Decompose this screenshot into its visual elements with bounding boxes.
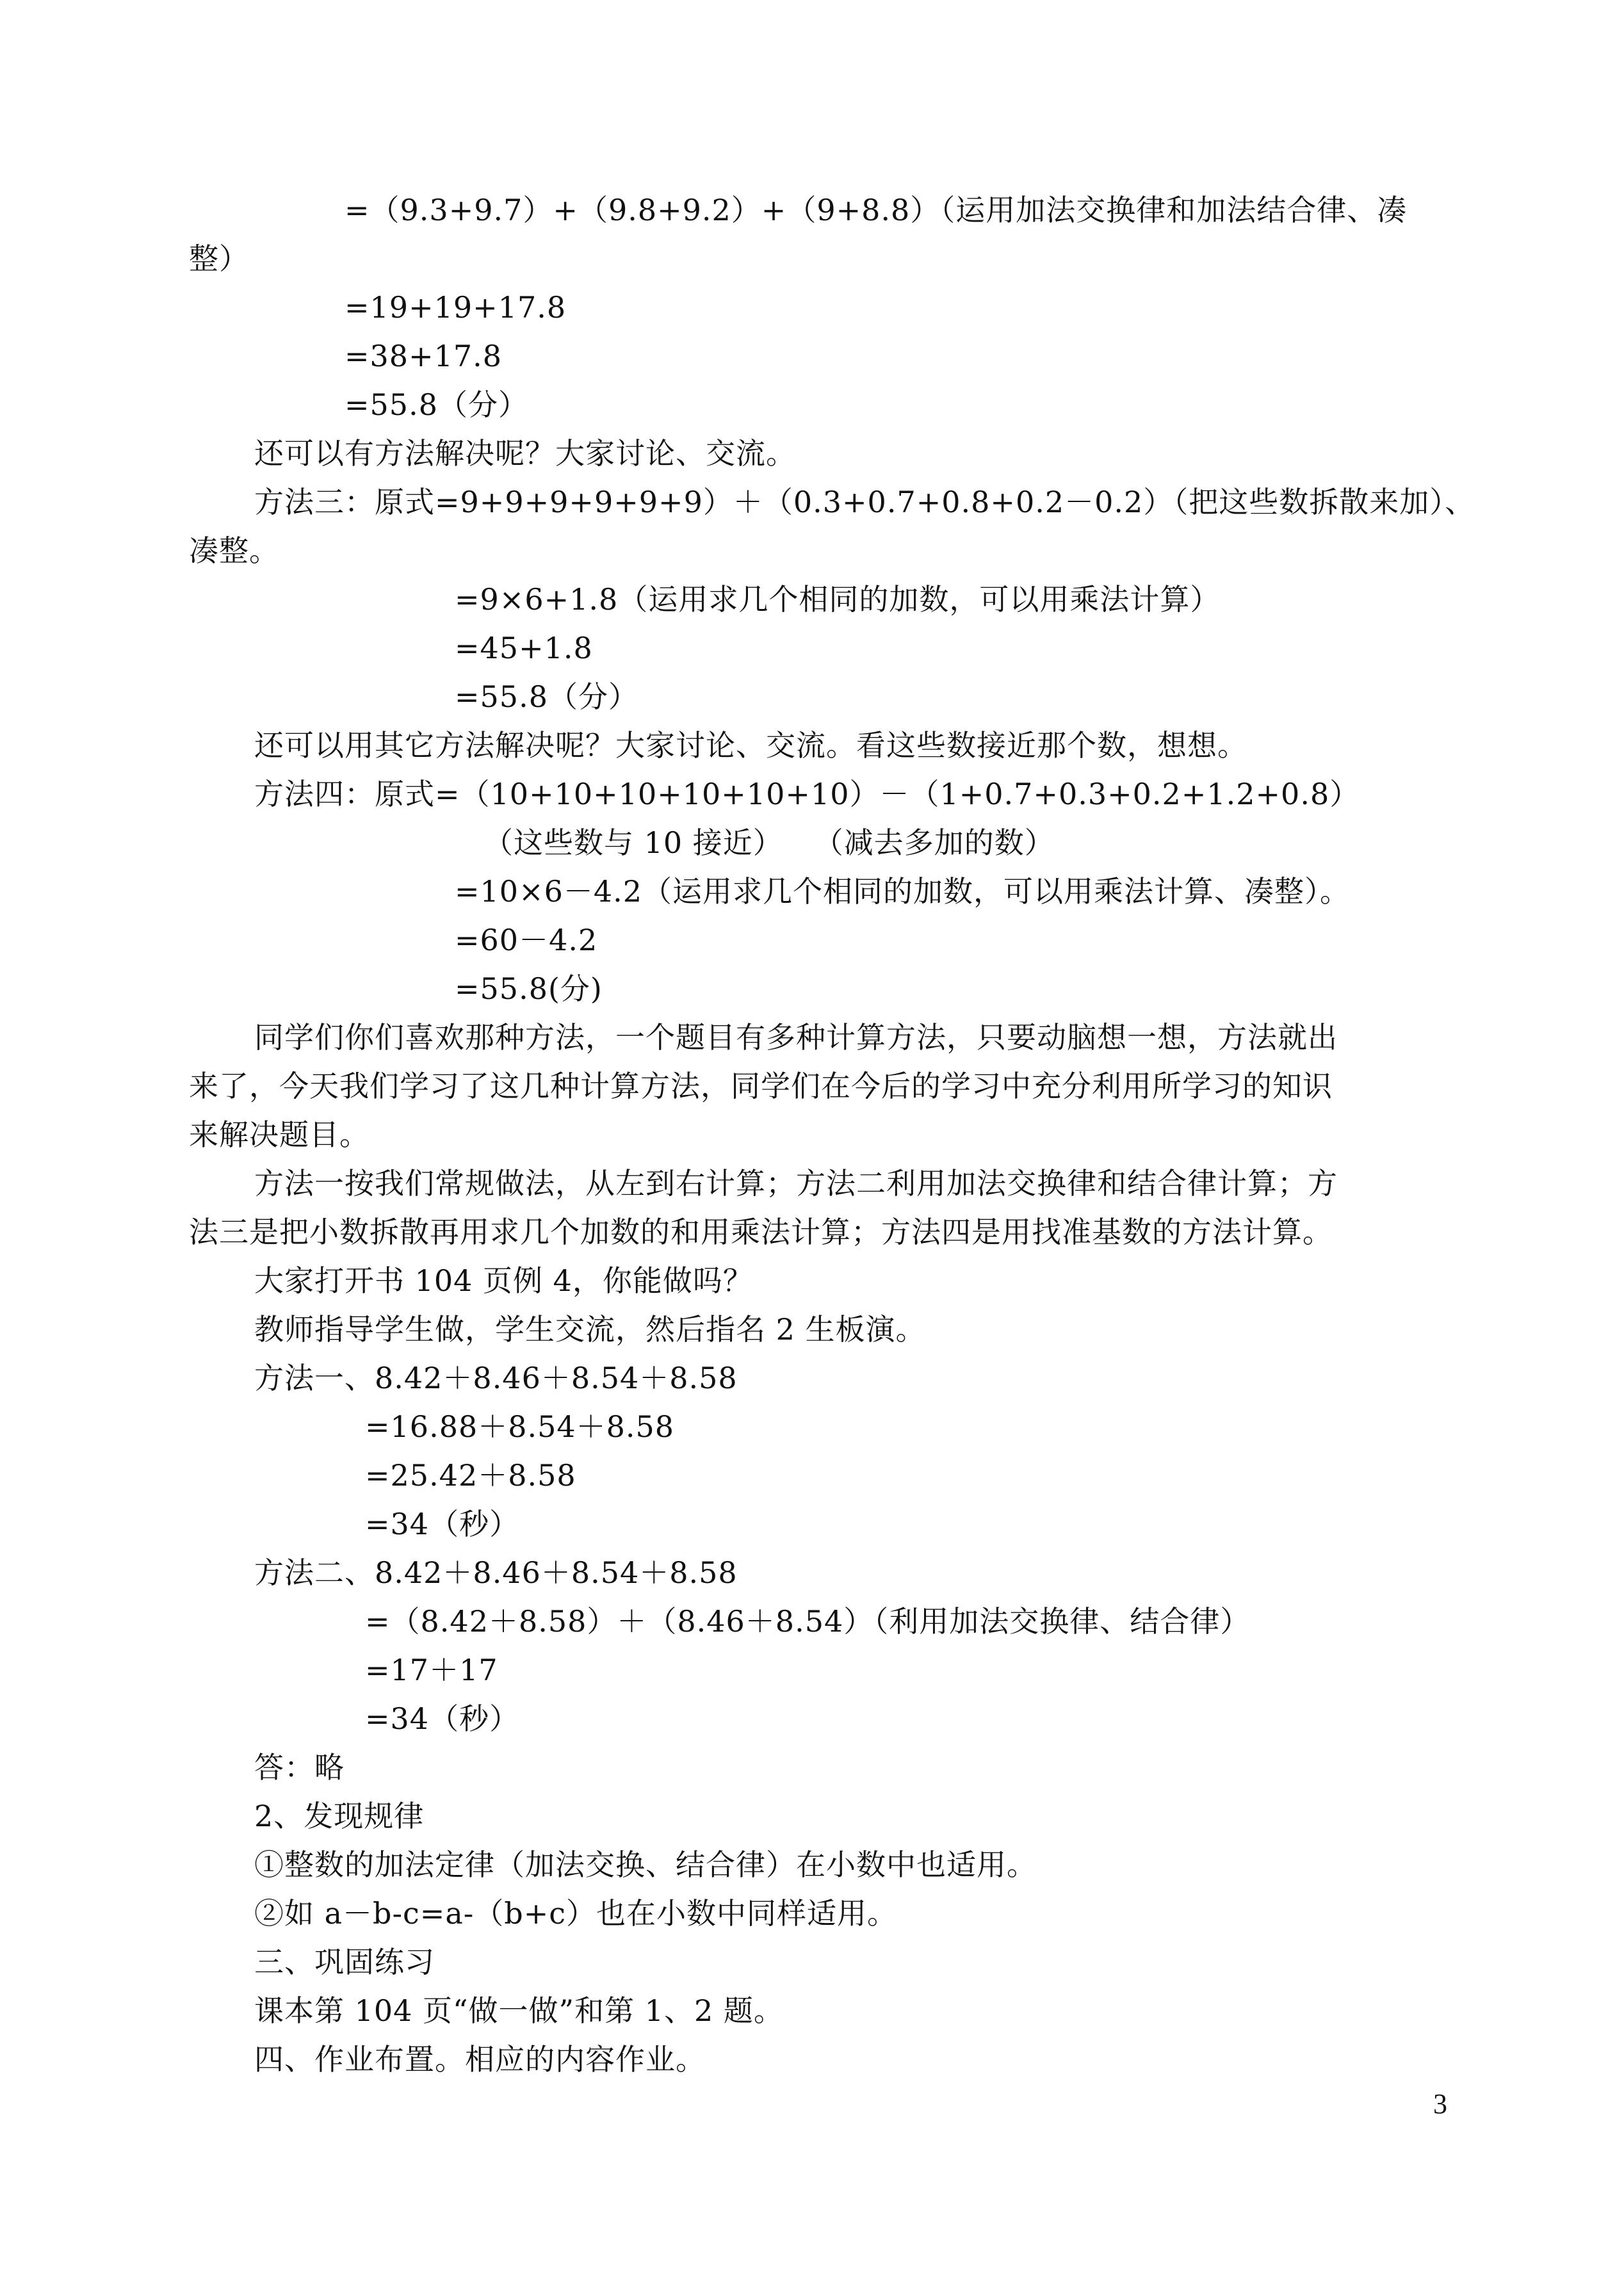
page-number: 3 (1433, 2088, 1447, 2120)
text-line: 2、发现规律 (254, 1799, 425, 1833)
text-line: （这些数与 10 接近） （减去多加的数） (483, 825, 1055, 860)
text-line: 凑整。 (189, 533, 279, 568)
text-line: 来了，今天我们学习了这几种计算方法，同学们在今后的学习中充分利用所学习的知识 (189, 1069, 1333, 1103)
text-line: 教师指导学生做，学生交流，然后指名 2 生板演。 (254, 1312, 926, 1347)
text-line: 方法三：原式=9+9+9+9+9+9）＋（0.3+0.7+0.8+0.2－0.2）（把这些数拆散来加）、 (254, 485, 1475, 519)
text-line: =60－4.2 (455, 923, 598, 957)
text-line: 同学们你们喜欢那种方法，一个题目有多种计算方法，只要动脑想一想，方法就出 (254, 1020, 1338, 1055)
text-line: ①整数的加法定律（加法交换、结合律）在小数中也适用。 (254, 1847, 1037, 1882)
text-line: =34（秒） (365, 1507, 520, 1541)
text-line: =（9.3+9.7）+（9.8+9.2）+（9+8.8）（运用加法交换律和加法结合律、凑 (345, 193, 1408, 227)
text-line: =25.42＋8.58 (365, 1458, 576, 1493)
text-line: 法三是把小数拆散再用求几个加数的和用乘法计算；方法四是用找准基数的方法计算。 (189, 1215, 1333, 1249)
text-line: 方法一、8.42＋8.46＋8.54＋8.58 (254, 1361, 738, 1395)
text-line: 大家打开书 104 页例 4，你能做吗？ (254, 1263, 753, 1298)
text-line: 还可以用其它方法解决呢？大家讨论、交流。看这些数接近那个数，想想。 (254, 728, 1247, 763)
text-line: 方法一按我们常规做法，从左到右计算；方法二利用加法交换律和结合律计算；方 (254, 1166, 1338, 1201)
text-line: 整） (189, 241, 249, 276)
text-line: 方法四：原式=（10+10+10+10+10+10）－（1+0.7+0.3+0.2+1.2+0.8） (254, 777, 1360, 811)
text-line: =55.8（分） (345, 387, 528, 422)
text-line: 方法二、8.42＋8.46＋8.54＋8.58 (254, 1555, 738, 1590)
text-line: 三、巩固练习 (254, 1945, 435, 1979)
text-line: =34（秒） (365, 1701, 520, 1736)
text-line: =10×6－4.2（运用求几个相同的加数，可以用乘法计算、凑整）。 (455, 874, 1351, 909)
text-line: 还可以有方法解决呢？大家讨论、交流。 (254, 436, 796, 471)
text-line: 答：略 (254, 1750, 345, 1785)
text-line: =45+1.8 (455, 631, 593, 665)
text-line: 来解决题目。 (189, 1117, 369, 1152)
text-line: =19+19+17.8 (345, 290, 567, 325)
text-line: 四、作业布置。相应的内容作业。 (254, 2042, 706, 2077)
text-line: =16.88＋8.54＋8.58 (365, 1409, 675, 1444)
text-line: 课本第 104 页“做一做”和第 1、2 题。 (254, 1993, 784, 2028)
text-line: =55.8(分) (455, 971, 603, 1006)
text-line: ②如 a－b-c=a-（b+c）也在小数中同样适用。 (254, 1896, 898, 1931)
text-line: =（8.42＋8.58）＋（8.46＋8.54）（利用加法交换律、结合律） (365, 1604, 1251, 1639)
text-line: =38+17.8 (345, 339, 503, 373)
text-line: =9×6+1.8（运用求几个相同的加数，可以用乘法计算） (455, 582, 1221, 617)
text-line: =17＋17 (365, 1653, 498, 1687)
text-line: =55.8（分） (455, 679, 638, 714)
